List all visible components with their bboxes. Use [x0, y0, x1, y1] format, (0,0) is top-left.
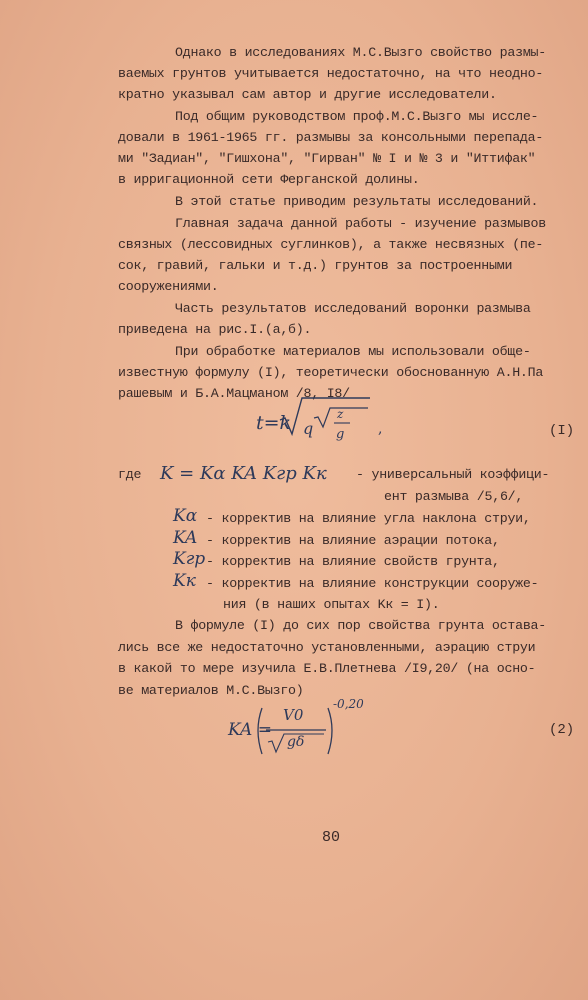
symbol-k-alpha: Kα — [173, 506, 198, 526]
symbol-k-gr: Kгр — [173, 549, 206, 569]
coefficient-formula: K = Kα KA Kгр Kк — [160, 463, 327, 484]
formula-2-denominator: gδ — [287, 734, 305, 750]
text-line: Главная задача данной работы - изучение размывов — [175, 216, 547, 231]
formula-1-q: q — [303, 419, 314, 438]
formula-1-denominator: g — [336, 427, 345, 442]
text-line: где — [118, 467, 142, 482]
text-line: приведена на рис.I.(а,б). — [118, 322, 312, 337]
symbol-k-k: Kк — [173, 571, 196, 591]
text-line: лись все же недостаточно установленными, аэрацию струи — [118, 640, 536, 655]
text-line: В формуле (I) до сих пор свойства грунта остава- — [175, 618, 547, 633]
formula-2-exponent: -0,20 — [333, 697, 364, 711]
text-line: Однако в исследованиях М.С.Вызго свойство размы- — [175, 45, 547, 60]
text-line: ми "Задиан", "Гишхона", "Гирван" № I и № 3 и "Иттифак" — [118, 151, 536, 166]
symbol-k-a: KA — [173, 528, 198, 548]
formula-2-numerator: V0 — [283, 706, 304, 724]
sqrt-sign-icon — [280, 396, 383, 446]
text-line: рашевым и Б.А.Мацманом /8, I8/ — [118, 386, 350, 401]
equation-number-1: (I) — [549, 423, 575, 439]
text-line: довали в 1961-1965 гг. размывы за консольными перепада- — [118, 130, 544, 145]
text-line: Под общим руководством проф.М.С.Вызго мы иссле- — [175, 109, 539, 124]
equation-number-2: (2) — [549, 722, 575, 738]
formula-2-lhs: KA = — [228, 720, 272, 740]
text-line: сок, гравий, гальки и т.д.) грунтов за построенными — [118, 258, 513, 273]
text-line: сооружениями. — [118, 279, 219, 294]
formula-1-numerator: z — [337, 407, 344, 421]
text-line: в ирригационной сети Ферганской долины. — [118, 172, 420, 187]
text-line: При обработке материалов мы использовали обще- — [175, 344, 531, 359]
text-line: - корректив на влияние свойств грунта, — [206, 554, 500, 569]
page-number: 80 — [322, 829, 341, 846]
text-line: известную формулу (I), теоретически обоснованную А.Н.Па — [118, 365, 544, 380]
text-line: ент размыва /5,6/, — [384, 489, 524, 504]
text-line: - корректив на влияние угла наклона струи, — [206, 511, 531, 526]
text-line: ве материалов М.С.Вызго) — [118, 683, 304, 698]
formula-1-comma: , — [378, 421, 383, 437]
text-line: - корректив на влияние аэрации потока, — [206, 533, 500, 548]
text-line: ния (в наших опытах Kк = I). — [223, 597, 440, 612]
text-line: ваемых грунтов учитывается недостаточно, на что неодно- — [118, 66, 544, 81]
text-line: - универсальный коэффици- — [356, 467, 550, 482]
text-line: - корректив на влияние конструкции сооруже- — [206, 576, 539, 591]
formula-1-lhs: t=k — [256, 412, 292, 434]
text-line: В этой статье приводим результаты исследований. — [175, 194, 539, 209]
text-line: в какой то мере изучила Е.В.Плетнева /I9,20/ (на осно- — [118, 661, 536, 676]
text-line: Часть результатов исследований воронки размыва — [175, 301, 531, 316]
text-line: связных (лессовидных суглинков), а также несвязных (пе- — [118, 237, 544, 252]
fraction-parentheses-icon — [254, 702, 364, 762]
text-line: кратно указывал сам автор и другие исследователи. — [118, 87, 497, 102]
